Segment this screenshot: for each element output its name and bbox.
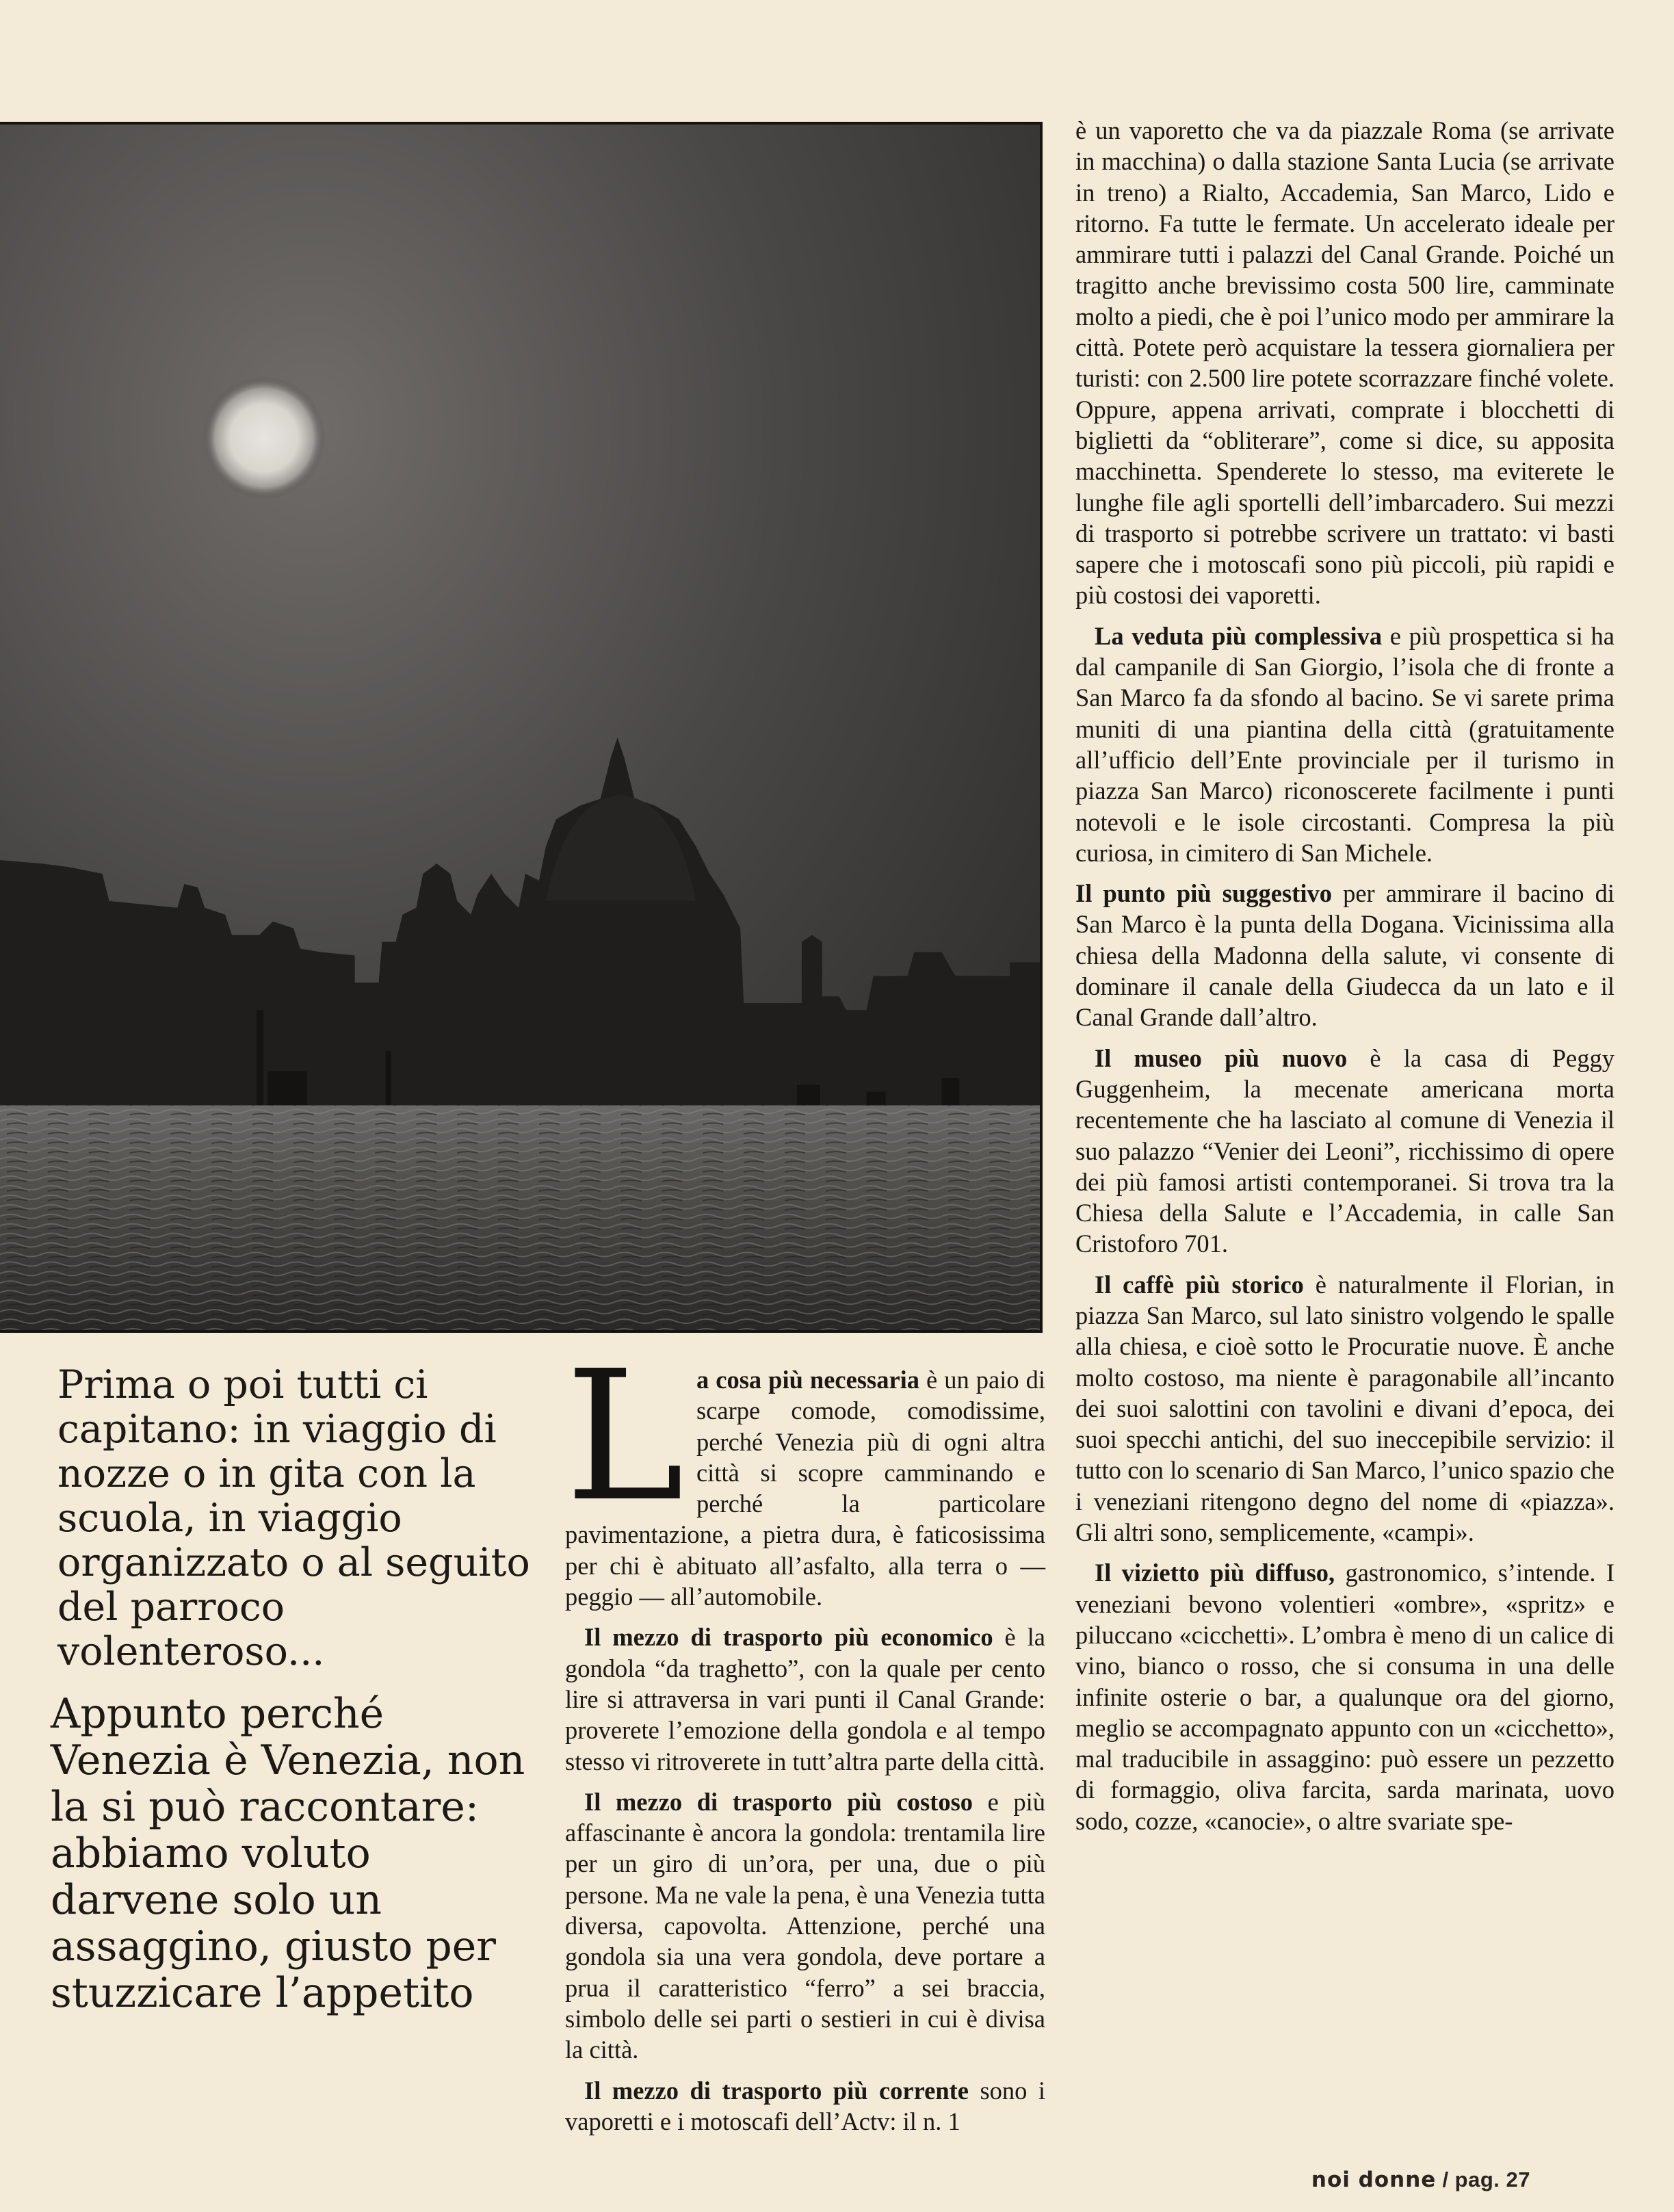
article-paragraph: Il mezzo di trasporto più corrente sono i vaporetti e i motoscafi dell’Actv: il n. 1: [565, 2076, 1045, 2135]
article-paragraph: Il vizietto più diffuso, gastronomico, s’intende. I veneziani bevono volentieri «ombre», «spritz» e piluccano «cicchetti». L’ombra è meno di un calice di vino, bianco o rosso, che si consuma in una delle infinite osterie o bar, a qualunque ora del giorno, meglio se accompagnato appunto con un «cicchetto», mal traducibile in assaggino: può essere un pezzetto di formaggio, oliva farcita, sarda marinata, uovo sodo, cozze, «canocie», o altre svariate spe-: [1075, 1559, 1614, 1835]
paragraph-lead: a cosa più necessaria: [696, 1366, 920, 1394]
venice-lagoon-photo: [0, 122, 1043, 1333]
sun: [202, 376, 326, 499]
page-footer: [1311, 2168, 1530, 2192]
intro-paragraph-2: Appunto perché Venezia è Venezia, non la si può raccontare: abbiamo voluto darvene solo un assaggino, giusto per stuzzicare l’appetito: [51, 1690, 525, 2017]
article-paragraph: Il caffè più storico è naturalmente il Florian, in piazza San Marco, sul lato sinistro volgendo le spalle alla chiesa, e cioè sotto le Procuratie nuove. È anche molto costoso, ma niente è paragonabile all’incanto dei suoi salottini con tavolini e divani d’epoca, dei suoi specchi antichi, del suo ineccepibile servizio: il tutto con lo scenario di San Marco, l’unico spazio che i veneziani ritengono degno del nome di «piazza». Gli altri sono, semplicemente, «campi».: [1075, 1270, 1614, 1547]
article-paragraph: La cosa più necessaria è un paio di scarpe comode, comodissime, perché Venezia più di ogni altra città si scopre camminando e perché la particolare pavimentazione, a pietra dura, è faticosissima per chi è abituato all’asfalto, alla terra o — peggio — all’automobile.: [565, 1332, 1045, 1611]
article-paragraph-continued: è un vaporetto che va da piazzale Roma (se arrivate in macchina) o dalla stazione Santa Lucia (se arrivate in treno) a Rialto, Accademia, San Marco, Lido e ritorno. Fa tutte le fermate. Un accelerato ideale per ammirare tutti i palazzi del Canal Grande. Poiché un tragitto anche brevissimo costa 500 lire, camminate molto a piedi, che è poi l’unico modo per ammirare la città. Potete però acquistare la tessera giornaliera per turisti: con 2.500 lire potete scorrazzare finché volete. Oppure, appena arrivati, comprate i blocchetti di biglietti da “obliterare”, come si dice, su apposita macchinetta. Spenderete lo stesso, ma eviterete le lunghe file agli sportelli dell’imbarcadero. Sui mezzi di trasporto si potrebbe scrivere un trattato: vi basti sapere che i motoscafi sono più piccoli, più rapidi e più costosi dei vaporetti.: [1075, 116, 1614, 610]
paragraph-lead: Il caffè più storico: [1095, 1270, 1304, 1299]
photo-illustration: [0, 125, 1040, 1330]
magazine-name: noi donne: [1311, 2168, 1437, 2192]
paragraph-lead: Il punto più suggestivo: [1075, 879, 1332, 908]
page-number: pag. 27: [1454, 2168, 1530, 2191]
article-paragraph: Il mezzo di trasporto più economico è la gondola “da traghetto”, con la quale per cento lire si attraversa in vari punti il Canal Grande: proverete l’emozione della gondola e al tempo stesso vi ritroverete in tutt’altra parte della città.: [565, 1623, 1045, 1775]
article-column-middle: [565, 1332, 1045, 2137]
intro-paragraph-1: Prima o poi tutti ci capitano: in viaggio di nozze o in gita con la scuola, in viaggio organizzato o al seguito del parroco volenteroso...: [57, 1362, 530, 1674]
paragraph-lead: Il vizietto più diffuso,: [1095, 1559, 1335, 1587]
paragraph-lead: Il mezzo di trasporto più economico: [584, 1623, 993, 1652]
article-paragraph: Il mezzo di trasporto più costoso e più affascinante è ancora la gondola: trentamila lire per un giro di un’ora, per una, due o più persone. Ma ne vale la pena, è una Venezia tutta diversa, capovolta. Attenzione, perché una gondola sia una vera gondola, deve portare a prua il caratteristico “ferro” a sei braccia, simbolo delle sei parti o sestieri in cui è divisa la città.: [565, 1787, 1045, 2064]
mooring-pole: [257, 1010, 263, 1112]
paragraph-lead: Il mezzo di trasporto più corrente: [584, 2076, 969, 2105]
article-paragraph: Il museo più nuovo è la casa di Peggy Guggenheim, la mecenate americana morta recentemente che ha lasciato al comune di Venezia il suo palazzo “Venier dei Leoni”, ricchissimo di opere dei più famosi artisti contemporanei. Si trova tra la Chiesa della Salute e l’Accademia, in calle San Cristoforo 701.: [1075, 1043, 1614, 1258]
paragraph-lead: Il museo più nuovo: [1095, 1043, 1348, 1072]
article-paragraph: Il punto più suggestivo per ammirare il bacino di San Marco è la punta della Dogana. Vicinissima alla chiesa della Madonna della salute, vi consente di dominare il canale della Giudecca da un lato e il Canal Grande dall’altro.: [1075, 879, 1614, 1032]
paragraph-lead: La veduta più complessiva: [1095, 621, 1383, 650]
drop-cap: L: [565, 1332, 684, 1541]
intro-text: [51, 1362, 536, 2017]
paragraph-lead: Il mezzo di trasporto più costoso: [584, 1787, 973, 1816]
article-paragraph: La veduta più complessiva e più prospettica si ha dal campanile di San Giorgio, l’isola che di fronte a San Marco fa da sfondo al bacino. Se vi sarete prima muniti di una piantina della città (gratuitamente all’ufficio dell’Ente provinciale per il turismo in piazza San Marco) riconoscerete facilmente i punti notevoli e le isole circostanti. Compresa la più curiosa, in cimitero di San Michele.: [1075, 621, 1614, 867]
article-column-right: [1075, 115, 1614, 1836]
footer-separator: /: [1436, 2168, 1455, 2191]
